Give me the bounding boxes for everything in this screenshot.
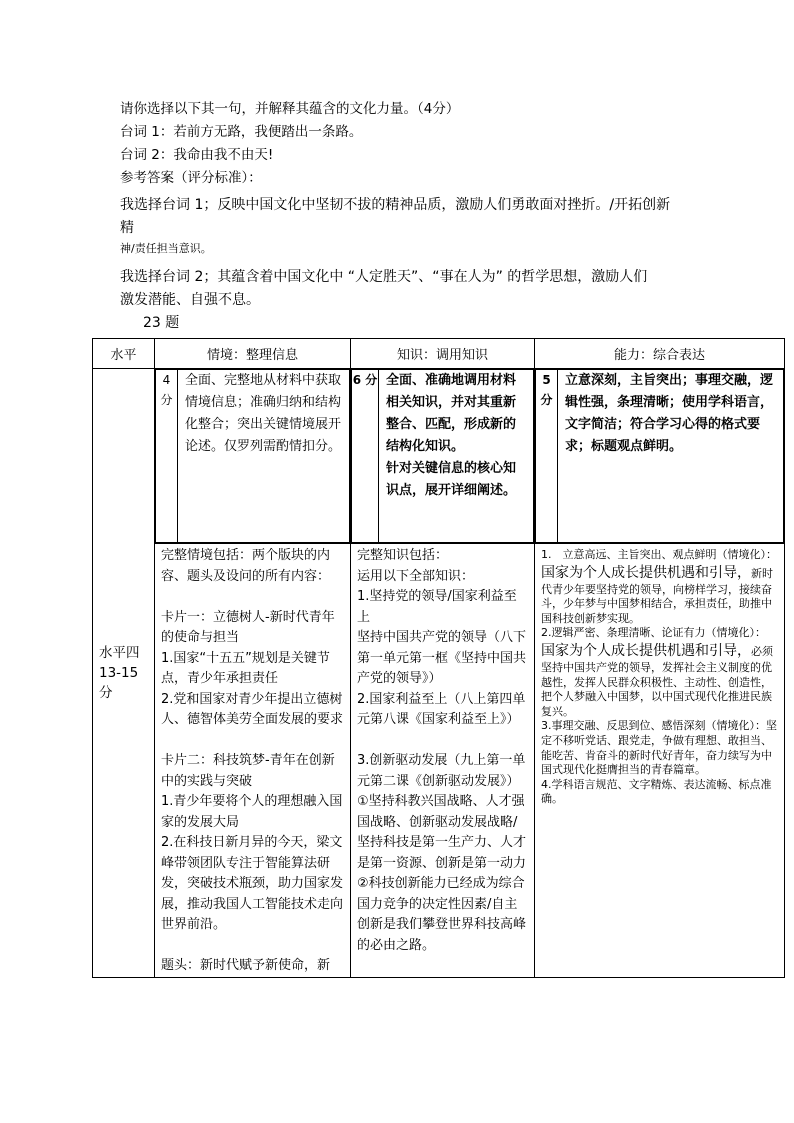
blank-line bbox=[357, 731, 528, 752]
level-cell: 水平四 13-15 分 bbox=[93, 369, 155, 978]
card-1-title: 卡片一：立德树人-新时代青年的使命与担当 bbox=[161, 609, 335, 645]
ability-point-1 bbox=[541, 548, 778, 626]
header-detail-line: 题头：新时代赋予新使命，新 bbox=[161, 958, 331, 973]
score-row bbox=[93, 369, 785, 544]
card-2-title: 卡片二：科技筑梦-青年在创新中的实践与突破 bbox=[161, 753, 335, 789]
answer-1 bbox=[120, 194, 680, 240]
knowledge-criteria bbox=[379, 370, 534, 543]
quote-line-1: 台词 1：若前方无路，我便踏出一条路。 bbox=[120, 124, 363, 140]
knowledge-detail-line: ②科技创新能力已经成为综合国力竞争的决定性因素/自主创新是我们攀登世界科技高峰的必由之路。 bbox=[357, 876, 527, 953]
ability-point-2 bbox=[541, 626, 778, 719]
knowledge-detail-line: 完整知识包括： bbox=[357, 548, 449, 563]
ability-details bbox=[535, 544, 785, 978]
answer-2-line-2: 激发潜能、自强不息。 bbox=[120, 292, 260, 308]
knowledge-detail-line: 运用以下全部知识： bbox=[357, 568, 475, 584]
knowledge-criteria-1: 全面、准确地调用材料相关知识，并对其重新整合、匹配，形成新的结构化知识。 bbox=[386, 373, 517, 454]
situation-detail-line: 1.青少年要将个人的理想融入国家的发展大局 bbox=[161, 794, 343, 830]
ability-point-2-head: 2.逻辑严密、条理清晰、论证有力（情境化）： bbox=[541, 626, 766, 640]
knowledge-score-cell bbox=[351, 369, 535, 544]
header-knowledge: 知识：调用知识 bbox=[351, 339, 535, 369]
situation-criteria: 全面、完整地从材料中获取情境信息；准确归纳和结构化整合；突出关键情境展开论述。仅罗列需酌情扣分。 bbox=[178, 370, 350, 543]
ability-point-1-head: 1. 立意高远、主旨突出、观点鲜明（情境化）： bbox=[541, 548, 777, 561]
question-number: 23 题 bbox=[143, 315, 180, 331]
rubric-table bbox=[92, 338, 785, 978]
ability-point-1-body: 新时代青少年要坚持党的领导，向榜样学习，接续奋斗，少年梦与中国梦相结合，承担责任，助推中国科技创新梦实现。 bbox=[541, 566, 773, 625]
detail-row bbox=[93, 544, 785, 978]
situation-score: 4 分 bbox=[156, 370, 178, 543]
situation-details bbox=[155, 544, 351, 978]
answer-1-tail: 神/责任担当意识。 bbox=[120, 242, 212, 255]
situation-detail-line: 1.国家“十五五”规划是关键节点，青少年承担责任 bbox=[161, 650, 330, 686]
table-header-row bbox=[93, 339, 785, 369]
ability-criteria: 立意深刻，主旨突出；事理交融，逻辑性强，条理清晰；使用学科语言，文字简洁；符合学习心得的格式要求；标题观点鲜明。 bbox=[558, 370, 784, 543]
knowledge-detail-line: 2.国家利益至上（八上第四单元第八课《国家利益至上》） bbox=[357, 691, 526, 727]
knowledge-details bbox=[351, 544, 535, 978]
blank-line bbox=[161, 731, 344, 752]
ability-point-1-lead: 国家为个人成长提供机遇和引导， bbox=[541, 564, 751, 581]
knowledge-detail-line: 3.创新驱动发展（九上第一单元第二课《创新驱动发展》） bbox=[357, 753, 526, 789]
situation-score-cell bbox=[155, 369, 351, 544]
situation-detail-line: 完整情境包括：两个版块的内容、题头及设问的所有内容： bbox=[161, 548, 331, 584]
blank-line bbox=[161, 587, 344, 608]
header-situation: 情境：整理信息 bbox=[155, 339, 351, 369]
knowledge-detail-line: 坚持中国共产党的领导（八下第一单元第一框《坚持中国共产党的领导》） bbox=[357, 630, 527, 686]
reference-answer-title: 参考答案（评分标准）： bbox=[120, 170, 262, 186]
knowledge-criteria-2: 针对关键信息的核心知识点，展开详细阐述。 bbox=[386, 461, 517, 498]
ability-point-4: 4.学科语言规范、文字精炼、表达流畅、标点准确。 bbox=[541, 777, 772, 806]
knowledge-detail-line: ①坚持科教兴国战略、人才强国战略、创新驱动发展战略/坚持科技是第一生产力、人才是第一资源、创新是第一动力 bbox=[357, 794, 527, 871]
answer-1-main: 我选择台词 1；反映中国文化中坚韧不拔的精神品质，激励人们勇敢面对挫折。/开拓创新精 bbox=[120, 197, 671, 236]
situation-detail-line: 2.党和国家对青少年提出立德树人、德智体美劳全面发展的要求 bbox=[161, 691, 344, 727]
header-level: 水平 bbox=[93, 339, 155, 369]
blank-line bbox=[161, 936, 344, 957]
ability-point-3: 3.事理交融、反思到位、感悟深刻（情境化）：坚定不移听党话、跟党走，争做有理想、敢担当、能吃苦、肯奋斗的新时代好青年，奋力续写为中国式现代化挺膺担当的青春篇章。 bbox=[541, 719, 777, 777]
ability-score: 5 分 bbox=[536, 370, 558, 543]
quote-line-2: 台词 2：我命由我不由天! bbox=[120, 147, 274, 163]
situation-detail-line: 2.在科技日新月异的今天，梁文峰带领团队专注于智能算法研发，突破技术瓶颈，助力国家发展，推动我国人工智能技术走向世界前沿。 bbox=[161, 835, 344, 932]
header-ability: 能力：综合表达 bbox=[535, 339, 785, 369]
ability-score-cell bbox=[535, 369, 785, 544]
ability-point-2-body: 必须坚持中国共产党的领导，发挥社会主义制度的优越性，发挥人民群众积极性、主动性、创造性，把个人梦融入中国梦，以中国式现代化推进民族复兴。 bbox=[541, 644, 773, 718]
ability-point-2-lead: 国家为个人成长提供机遇和引导， bbox=[541, 642, 751, 659]
question-prompt: 请你选择以下其一句，并解释其蕴含的文化力量。（4分） bbox=[120, 101, 460, 117]
intro-section bbox=[120, 98, 680, 312]
answer-2-line-1: 我选择台词 2；其蕴含着中国文化中 “人定胜天”、“事在人为” 的哲学思想，激励人们 bbox=[120, 269, 648, 285]
knowledge-detail-line: 1.坚持党的领导/国家利益至上 bbox=[357, 589, 517, 625]
knowledge-score: 6 分 bbox=[352, 370, 379, 543]
